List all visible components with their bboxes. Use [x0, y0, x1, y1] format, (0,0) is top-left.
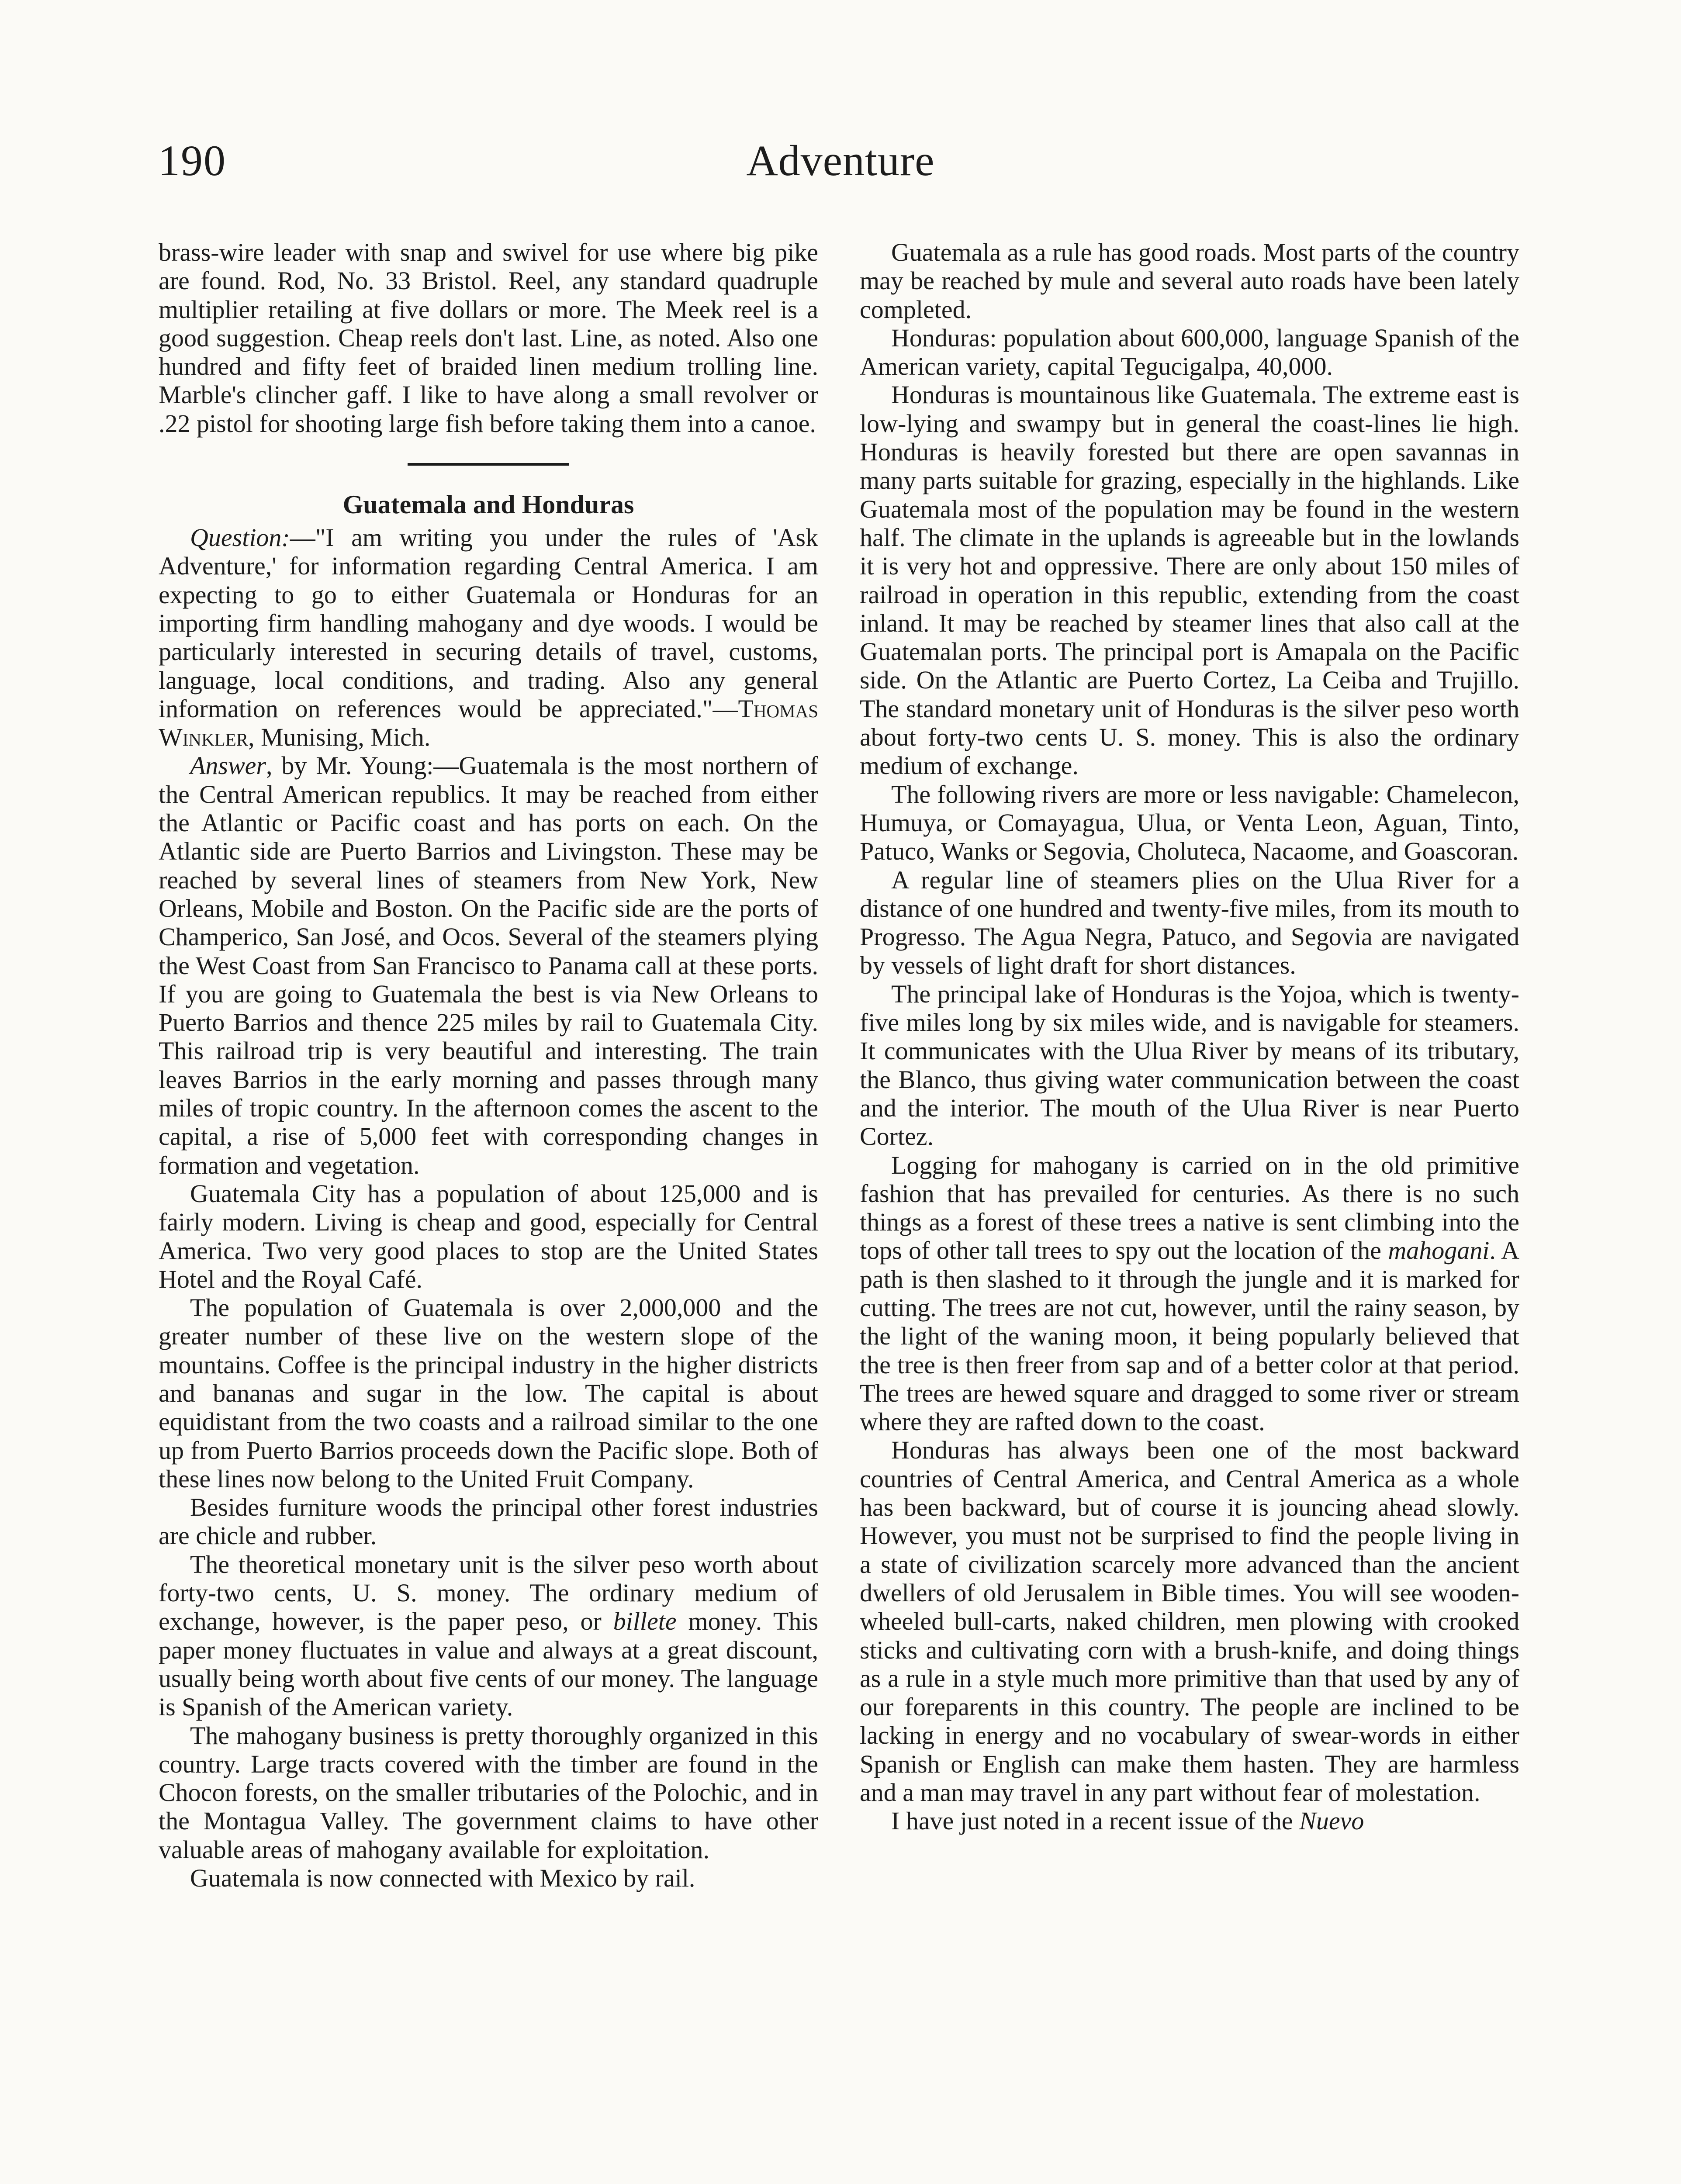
- paragraph-lake-yojoa: The principal lake of Honduras is the Yojoa, which is twenty-five miles long by six miles wide, and is navigable for steamers. It communicates with the Ulua River by means of its tributary, the Blanco, thus giving water communication between the coast and the interior. The mouth of the Ulua River is near Puerto Cortez.: [860, 979, 1519, 1151]
- running-head-title: Adventure: [746, 136, 935, 185]
- question-location: , Munising, Mich.: [248, 723, 431, 752]
- paragraph-guatemala-city: Guatemala City has a population of about 125,000 and is fairly modern. Living is cheap and good, especially for Central America. Two very good places to stop are the United States Hotel and the Royal Café.: [159, 1179, 818, 1293]
- billete-italic: billete: [613, 1607, 677, 1636]
- paragraph-logging: [860, 1151, 1519, 1436]
- paragraph-fishing-gear: brass-wire leader with snap and swivel for use where big pike are found. Rod, No. 33 Bristol. Reel, any standard quadruple multiplier retailing at five dollars or more. The Meek reel is a good suggestion. Cheap reels don't last. Line, as noted. Also one hundred and fifty feet of braided linen medium trolling line. Marble's clincher gaff. I like to have along a small revolver or .22 pistol for shooting large fish before taking them into a canoe.: [159, 238, 818, 438]
- paragraph-mahogany-business: The mahogany business is pretty thoroughly organized in this country. Large tracts covered with the timber are found in the Chocon forests, on the smaller tributaries of the Polochic, and in the Montagua Valley. The government claims to have other valuable areas of mahogany available for exploitation.: [159, 1721, 818, 1864]
- answer-text: , by Mr. Young:—Guatemala is the most northern of the Central American republics. It may be reached from either the Atlantic or Pacific coast and has ports on each. On the Atlantic side are Puerto Barrios and Livingston. These may be reached by several lines of steamers from New York, New Orleans, Mobile and Boston. On the Pacific side are the ports of Champerico, San José, and Ocos. Several of the steamers plying the West Coast from San Francisco to Panama call at these ports. If you are going to Guatemala the best is via New Orleans to Puerto Barrios and thence 225 miles by rail to Guatemala City. This railroad trip is very beautiful and interesting. The train leaves Barrios in the early morning and passes through many miles of tropic country. In the afternoon comes the ascent to the capital, a rise of 5,000 feet with corresponding changes in formation and vegetation.: [159, 751, 818, 1179]
- mahogani-italic: mahogani: [1388, 1236, 1490, 1265]
- nuevo-italic: Nuevo: [1299, 1807, 1364, 1835]
- paragraph-backward-countries: Honduras has always been one of the most backward countries of Central America, and Central America as a whole has been backward, but of course it is jouncing ahead slowly. However, you must not be surprised to find the people living in a state of civilization scarcely more advanced than the ancient dwellers of old Jerusalem in Bible times. You will see wooden-wheeled bull-carts, naked children, men plowing with crooked sticks and cultivating corn with a brush-knife, and doing things as a rule in a style much more primitive than that used by any of our foreparents in this country. The people are inclined to be lacking in energy and no vocabulary of swear-words in either Spanish or English can make them hasten. They are harmless and a man may travel in any part without fear of molestation.: [860, 1436, 1519, 1807]
- paragraph-population: The population of Guatemala is over 2,000,000 and the greater number of these live on the western slope of the mountains. Coffee is the principal industry in the higher districts and bananas and sugar in the low. The capital is about equidistant from the two coasts and a railroad similar to the one up from Puerto Barrios proceeds down the Pacific slope. Both of these lines now belong to the United Fruit Company.: [159, 1293, 818, 1493]
- question-text: —"I am writing you under the rules of 'Ask Adventure,' for information regarding Central America. I am expecting to go to either Guatemala or Honduras for an importing firm handling mahogany and dye woods. I would be particularly interested in securing details of travel, customs, language, local conditions, and trading. Also any general information on references would be appreciated."—: [159, 523, 818, 723]
- paragraph-honduras-geography: Honduras is mountainous like Guatemala. The extreme east is low-lying and swampy but in general the coast-lines lie high. Honduras is heavily forested but there are open savannas in many parts suitable for grazing, especially in the highlands. Like Guatemala most of the population may be found in the western half. The climate in the uplands is agreeable but in the lowlands it is very hot and oppressive. There are only about 150 miles of railroad in operation in this republic, extending from the coast inland. It may be reached by steamer lines that also call at the Guatemalan ports. The principal port is Amapala on the Pacific side. On the Atlantic are Puerto Cortez, La Ceiba and Trujillo. The standard monetary unit of Honduras is the silver peso worth about forty-two cents U. S. money. This is also the ordinary medium of exchange.: [860, 380, 1519, 780]
- money-text-start: The theoretical monetary unit is the silver peso worth about forty-two cents, U. S. money. The ordinary medium of exchange, however, is the paper peso, or: [159, 1550, 818, 1636]
- section-heading: Guatemala and Honduras: [342, 490, 634, 519]
- paragraph-rivers: The following rivers are more or less navigable: Chamelecon, Humuya, or Comayagua, Ulua, or Venta Leon, Aguan, Tinto, Patuco, Wanks or Segovia, Choluteca, Nacaome, and Goascoran.: [860, 780, 1519, 866]
- paragraph-forest-industries: Besides furniture woods the principal other forest industries are chicle and rubber.: [159, 1493, 818, 1550]
- paragraph-answer: [159, 751, 818, 1179]
- left-column: [159, 238, 818, 1892]
- paragraph-monetary-unit: [159, 1550, 818, 1721]
- paragraph-roads: Guatemala as a rule has good roads. Most parts of the country may be reached by mule and several auto roads have been lately completed.: [860, 238, 1519, 324]
- paragraph-honduras-population: Honduras: population about 600,000, language Spanish of the American variety, capital Tegucigalpa, 40,000.: [860, 323, 1519, 381]
- paragraph-nuevo: [860, 1807, 1519, 1835]
- section-divider-rule: [408, 463, 569, 466]
- right-column: [860, 238, 1519, 1835]
- answer-label: Answer: [190, 751, 266, 780]
- question-author: Thomas Winkler: [159, 694, 818, 752]
- logging-text-start: Logging for mahogany is carried on in the old primitive fashion that has prevailed for centuries. As there is no such things as a forest of these trees a native is sent climbing into the tops of other tall trees to spy out the location of the: [860, 1151, 1519, 1265]
- question-label: Question:: [190, 523, 290, 552]
- money-text-end: money. This paper money fluctuates in value and always at a great discount, usually being worth about five cents of our money. The language is Spanish of the American variety.: [159, 1607, 818, 1721]
- paragraph-question: [159, 523, 818, 751]
- paragraph-mexico-rail: Guatemala is now connected with Mexico by rail.: [190, 1864, 695, 1893]
- page-number: 190: [158, 136, 226, 185]
- logging-text-end: . A path is then slashed to it through the jungle and it is marked for cutting. The trees are not cut, however, until the rainy season, by the light of the waning moon, it being popularly believed that the tree is then freer from sap and of a better color at that period. The trees are hewed square and dragged to some river or stream where they are rafted down to the coast.: [860, 1236, 1520, 1436]
- nuevo-text-start: I have just noted in a recent issue of the: [891, 1807, 1300, 1835]
- paragraph-steamers: A regular line of steamers plies on the Ulua River for a distance of one hundred and twenty-five miles, from its mouth to Progresso. The Agua Negra, Patuco, and Segovia are navigated by vessels of light draft for short distances.: [860, 865, 1519, 980]
